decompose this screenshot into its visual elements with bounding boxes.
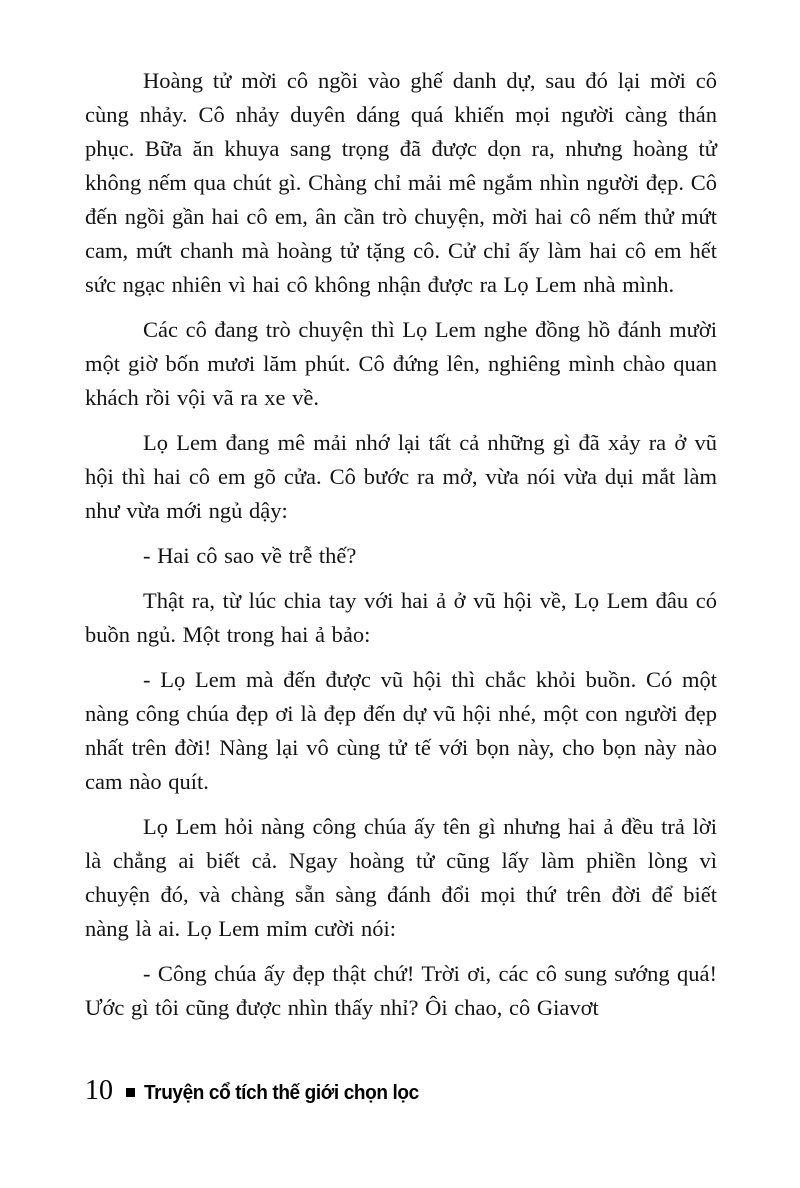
paragraph-2: Các cô đang trò chuyện thì Lọ Lem nghe đồng hồ đánh mười một giờ bốn mươi lăm phút. Cô đứng lên, nghiêng mình chào quan khách rồi vội vã ra xe về. (85, 317, 717, 410)
book-title: Truyện cổ tích thế giới chọn lọc (144, 1082, 419, 1104)
paragraph-7: Lọ Lem hỏi nàng công chúa ấy tên gì nhưng hai ả đều trả lời là chẳng ai biết cả. Ngay hoàng tử cũng lấy làm phiền lòng vì chuyện đó, và chàng sẵn sàng đánh đổi mọi thứ trên đời để biết nàng là ai. Lọ Lem mỉm cười nói: (85, 814, 717, 941)
paragraph-1: Hoàng tử mời cô ngồi vào ghế danh dự, sau đó lại mời cô cùng nhảy. Cô nhảy duyên dáng quá khiến mọi người càng thán phục. Bữa ăn khuya sang trọng đã được dọn ra, nhưng hoàng tử không nếm qua chút gì. Chàng chỉ mải mê ngắm nhìn người đẹp. Cô đến ngồi gần hai cô em, ân cần trò chuyện, mời hai cô nếm thử mứt cam, mứt chanh mà hoàng tử tặng cô. Cử chỉ ấy làm hai cô em hết sức ngạc nhiên vì hai cô không nhận được ra Lọ Lem nhà mình. (85, 68, 717, 297)
paragraph-8-dialogue: - Công chúa ấy đẹp thật chứ! Trời ơi, các cô sung sướng quá! Ước gì tôi cũng được nhìn thấy nhỉ? Ôi chao, cô Giavơt (85, 961, 717, 1020)
paragraph-6-dialogue: - Lọ Lem mà đến được vũ hội thì chắc khỏi buồn. Có một nàng công chúa đẹp ơi là đẹp đến dự vũ hội nhé, một con người đẹp nhất trên đời! Nàng lại vô cùng tử tế với bọn này, cho bọn này nào cam nào quít. (85, 667, 717, 794)
square-bullet-icon (126, 1088, 135, 1097)
paragraph-4-dialogue: - Hai cô sao về trễ thế? (143, 543, 357, 568)
page-number: 10 (85, 1075, 113, 1106)
page-footer (85, 1076, 433, 1108)
paragraph-5: Thật ra, từ lúc chia tay với hai ả ở vũ hội về, Lọ Lem đâu có buồn ngủ. Một trong hai ả bảo: (85, 588, 717, 647)
paragraph-3: Lọ Lem đang mê mải nhớ lại tất cả những gì đã xảy ra ở vũ hội thì hai cô em gõ cửa. Cô bước ra mở, vừa nói vừa dụi mắt làm như vừa mới ngủ dậy: (85, 430, 717, 523)
story-text-block (85, 64, 717, 1036)
